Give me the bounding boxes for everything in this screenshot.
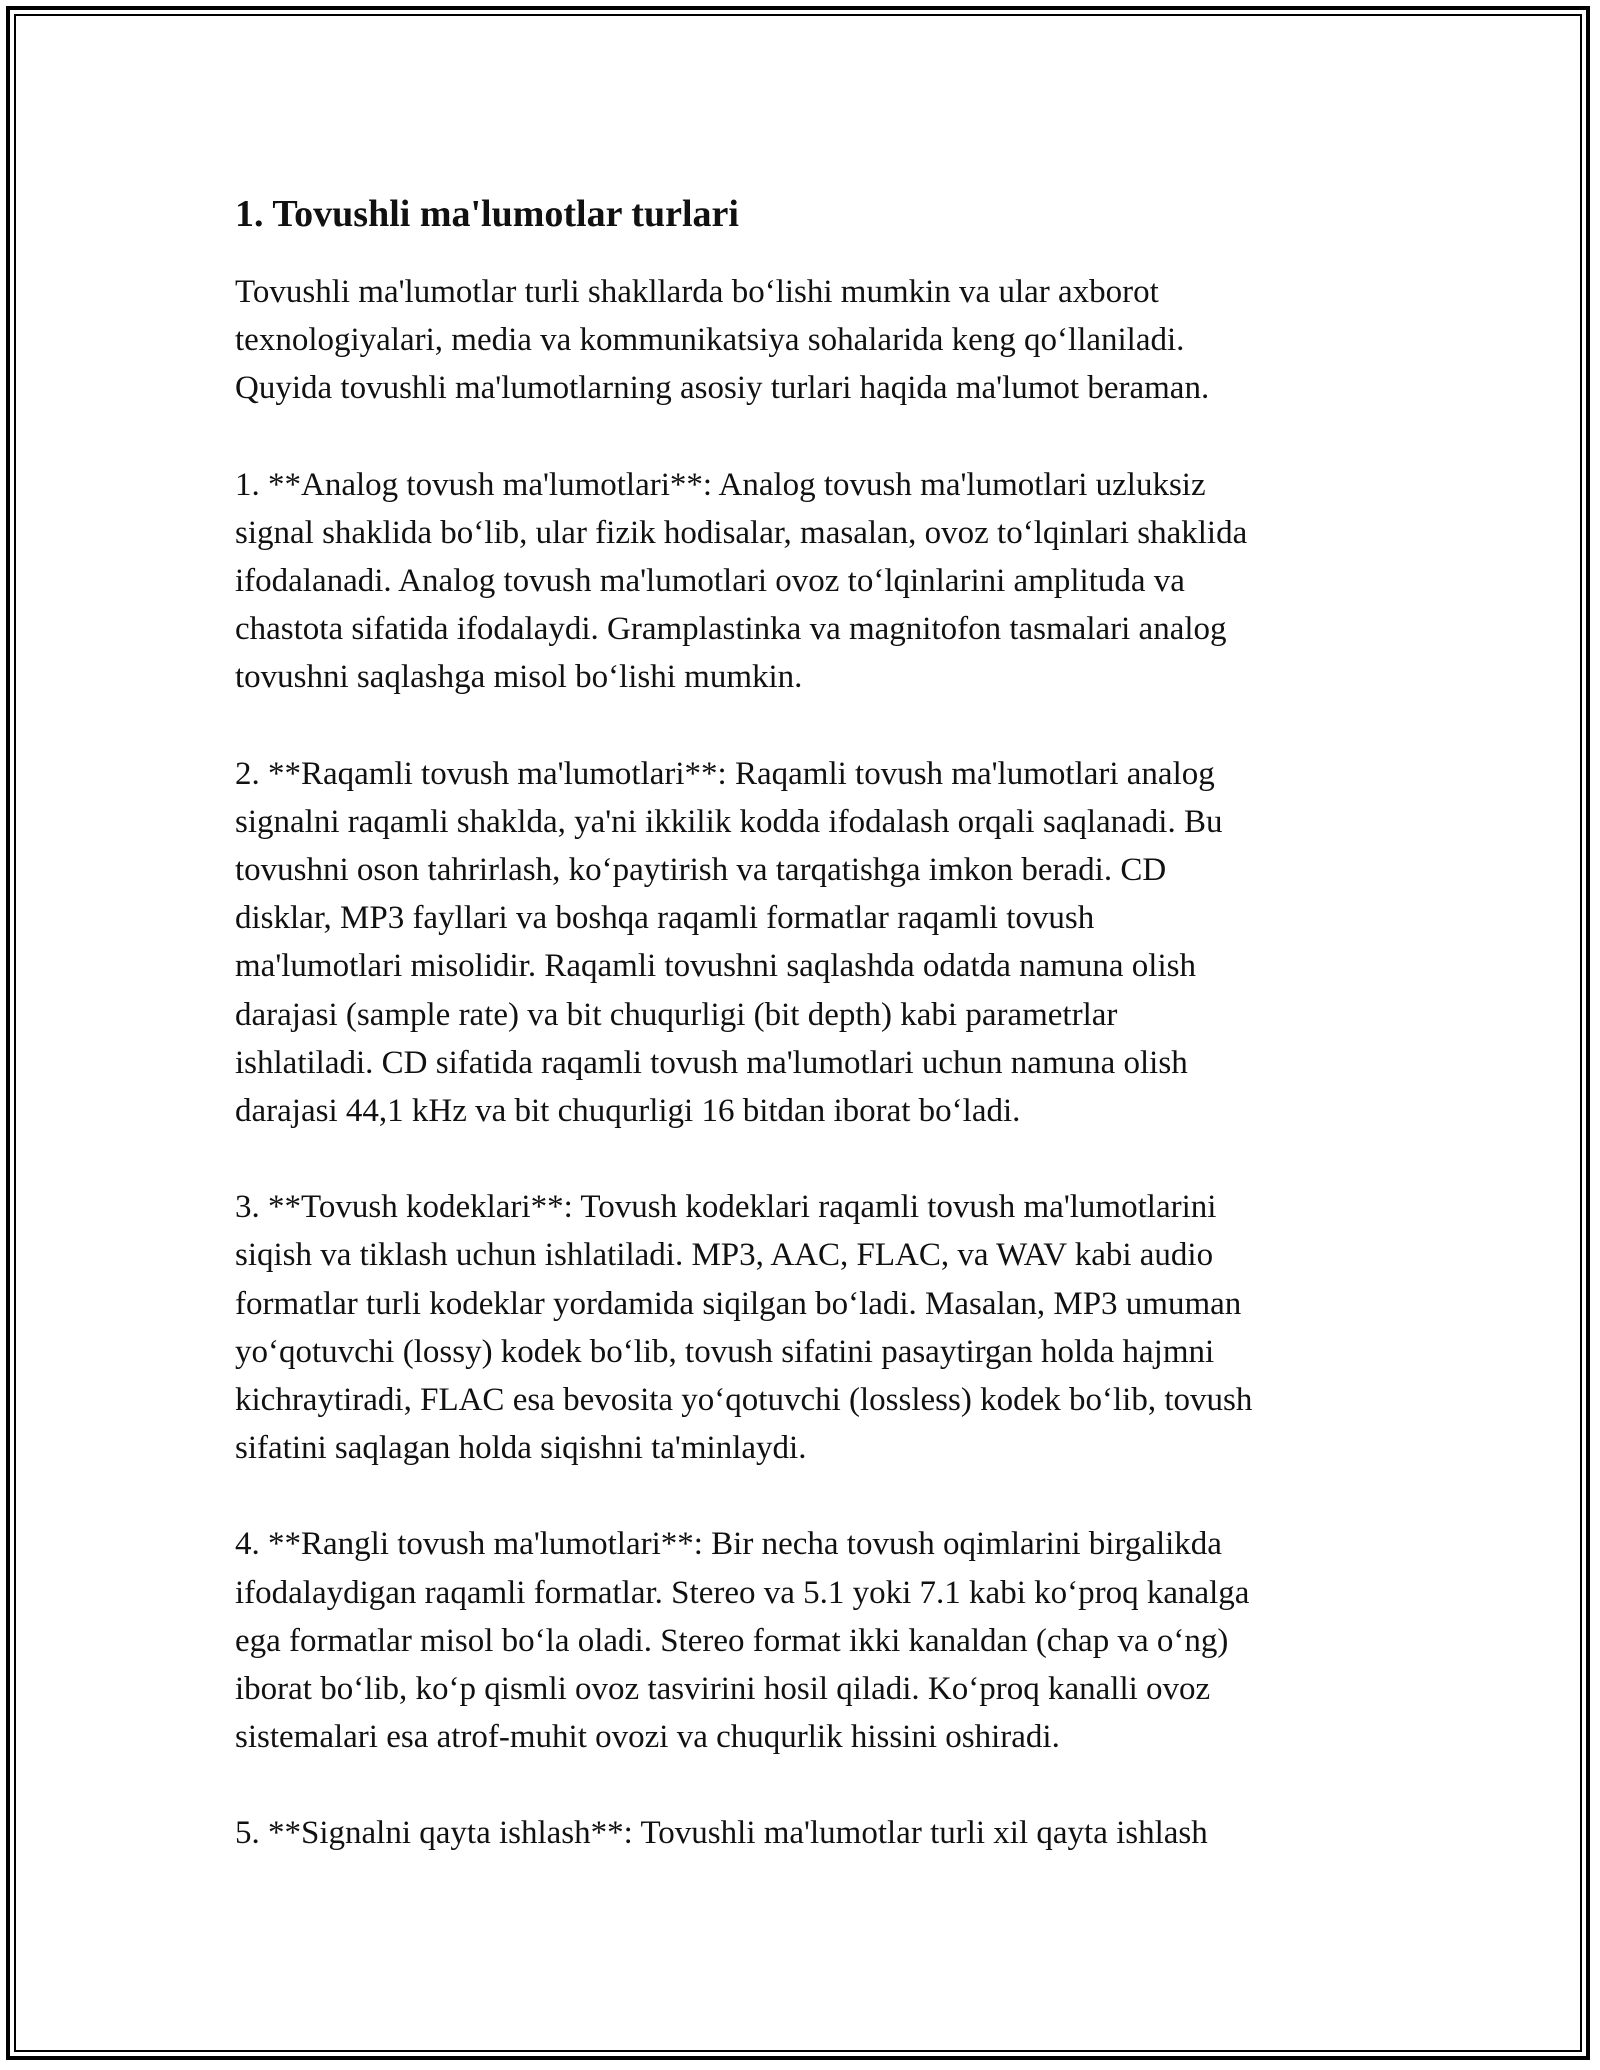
text-line: Tovushli ma'lumotlar turli shakllarda bo‘lishi mumkin va ular axborot — [235, 274, 1159, 310]
codecs-paragraph — [235, 1183, 1395, 1472]
text-line: ishlatiladi. CD sifatida raqamli tovush ma'lumotlari uchun namuna olish — [235, 1044, 1188, 1081]
document-body — [235, 186, 1395, 1906]
text-line: formatlar turli kodeklar yordamida siqilgan bo‘ladi. Masalan, MP3 umuman — [235, 1285, 1242, 1322]
text-line: texnologiyalari, media va kommunikatsiya sohalarida keng qo‘llaniladi. — [235, 322, 1185, 359]
signal-processing-paragraph — [235, 1809, 1395, 1857]
digital-paragraph — [235, 750, 1395, 1136]
text-line: sifatini saqlagan holda siqishni ta'minlaydi. — [235, 1430, 807, 1467]
text-line: darajasi 44,1 kHz va bit chuqurligi 16 bitdan iborat bo‘ladi. — [235, 1093, 1021, 1130]
text-line: 3. **Tovush kodeklari**: Tovush kodeklari raqamli tovush ma'lumotlarini — [235, 1189, 1217, 1226]
text-line: 1. **Analog tovush ma'lumotlari**: Analog tovush ma'lumotlari uzluksiz — [235, 466, 1206, 503]
text-line: ifodalanadi. Analog tovush ma'lumotlari ovoz to‘lqinlarini amplituda va — [235, 563, 1185, 600]
text-line: kichraytiradi, FLAC esa bevosita yo‘qotuvchi (lossless) kodek bo‘lib, tovush — [235, 1382, 1253, 1419]
text-line: iborat bo‘lib, ko‘p qismli ovoz tasvirini hosil qiladi. Ko‘proq kanalli ovoz — [235, 1671, 1211, 1708]
text-line: chastota sifatida ifodalaydi. Gramplastinka va magnitofon tasmalari analog — [235, 611, 1227, 648]
text-line: 5. **Signalni qayta ishlash**: Tovushli ma'lumotlar turli xil qayta ishlash — [235, 1815, 1208, 1852]
text-line: siqish va tiklash uchun ishlatiladi. MP3, AAC, FLAC, va WAV kabi audio — [235, 1237, 1214, 1274]
text-line: signalni raqamli shaklda, ya'ni ikkilik kodda ifodalash orqali saqlanadi. Bu — [235, 803, 1223, 840]
text-line: darajasi (sample rate) va bit chuqurligi (bit depth) kabi parametrlar — [235, 996, 1118, 1033]
text-line: sistemalari esa atrof-muhit ovozi va chuqurlik hissini oshiradi. — [235, 1719, 1060, 1756]
text-line: 4. **Rangli tovush ma'lumotlari**: Bir necha tovush oqimlarini birgalikda — [235, 1526, 1222, 1563]
text-line: ega formatlar misol bo‘la oladi. Stereo format ikki kanaldan (chap va o‘ng) — [235, 1622, 1229, 1659]
text-line: tovushni oson tahrirlash, ko‘paytirish va tarqatishga imkon beradi. CD — [235, 852, 1167, 889]
text-line: tovushni saqlashga misol bo‘lishi mumkin. — [235, 659, 803, 696]
analog-paragraph — [235, 461, 1395, 702]
text-line: ifodalaydigan raqamli formatlar. Stereo va 5.1 yoki 7.1 kabi ko‘proq kanalga — [235, 1574, 1250, 1611]
intro-paragraph — [235, 268, 1395, 413]
text-line: disklar, MP3 fayllari va boshqa raqamli formatlar raqamli tovush — [235, 900, 1095, 937]
section-heading: 1. Tovushli ma'lumotlar turlari — [235, 193, 739, 235]
text-line: ma'lumotlari misolidir. Raqamli tovushni saqlashda odatda namuna olish — [235, 948, 1196, 985]
text-line: yo‘qotuvchi (lossy) kodek bo‘lib, tovush sifatini pasaytirgan holda hajmni — [235, 1333, 1215, 1370]
text-line: signal shaklida bo‘lib, ular fizik hodisalar, masalan, ovoz to‘lqinlari shaklida — [235, 514, 1248, 551]
text-line: 2. **Raqamli tovush ma'lumotlari**: Raqamli tovush ma'lumotlari analog — [235, 755, 1215, 792]
multichannel-paragraph — [235, 1520, 1395, 1761]
text-line: Quyida tovushli ma'lumotlarning asosiy turlari haqida ma'lumot beraman. — [235, 370, 1210, 407]
